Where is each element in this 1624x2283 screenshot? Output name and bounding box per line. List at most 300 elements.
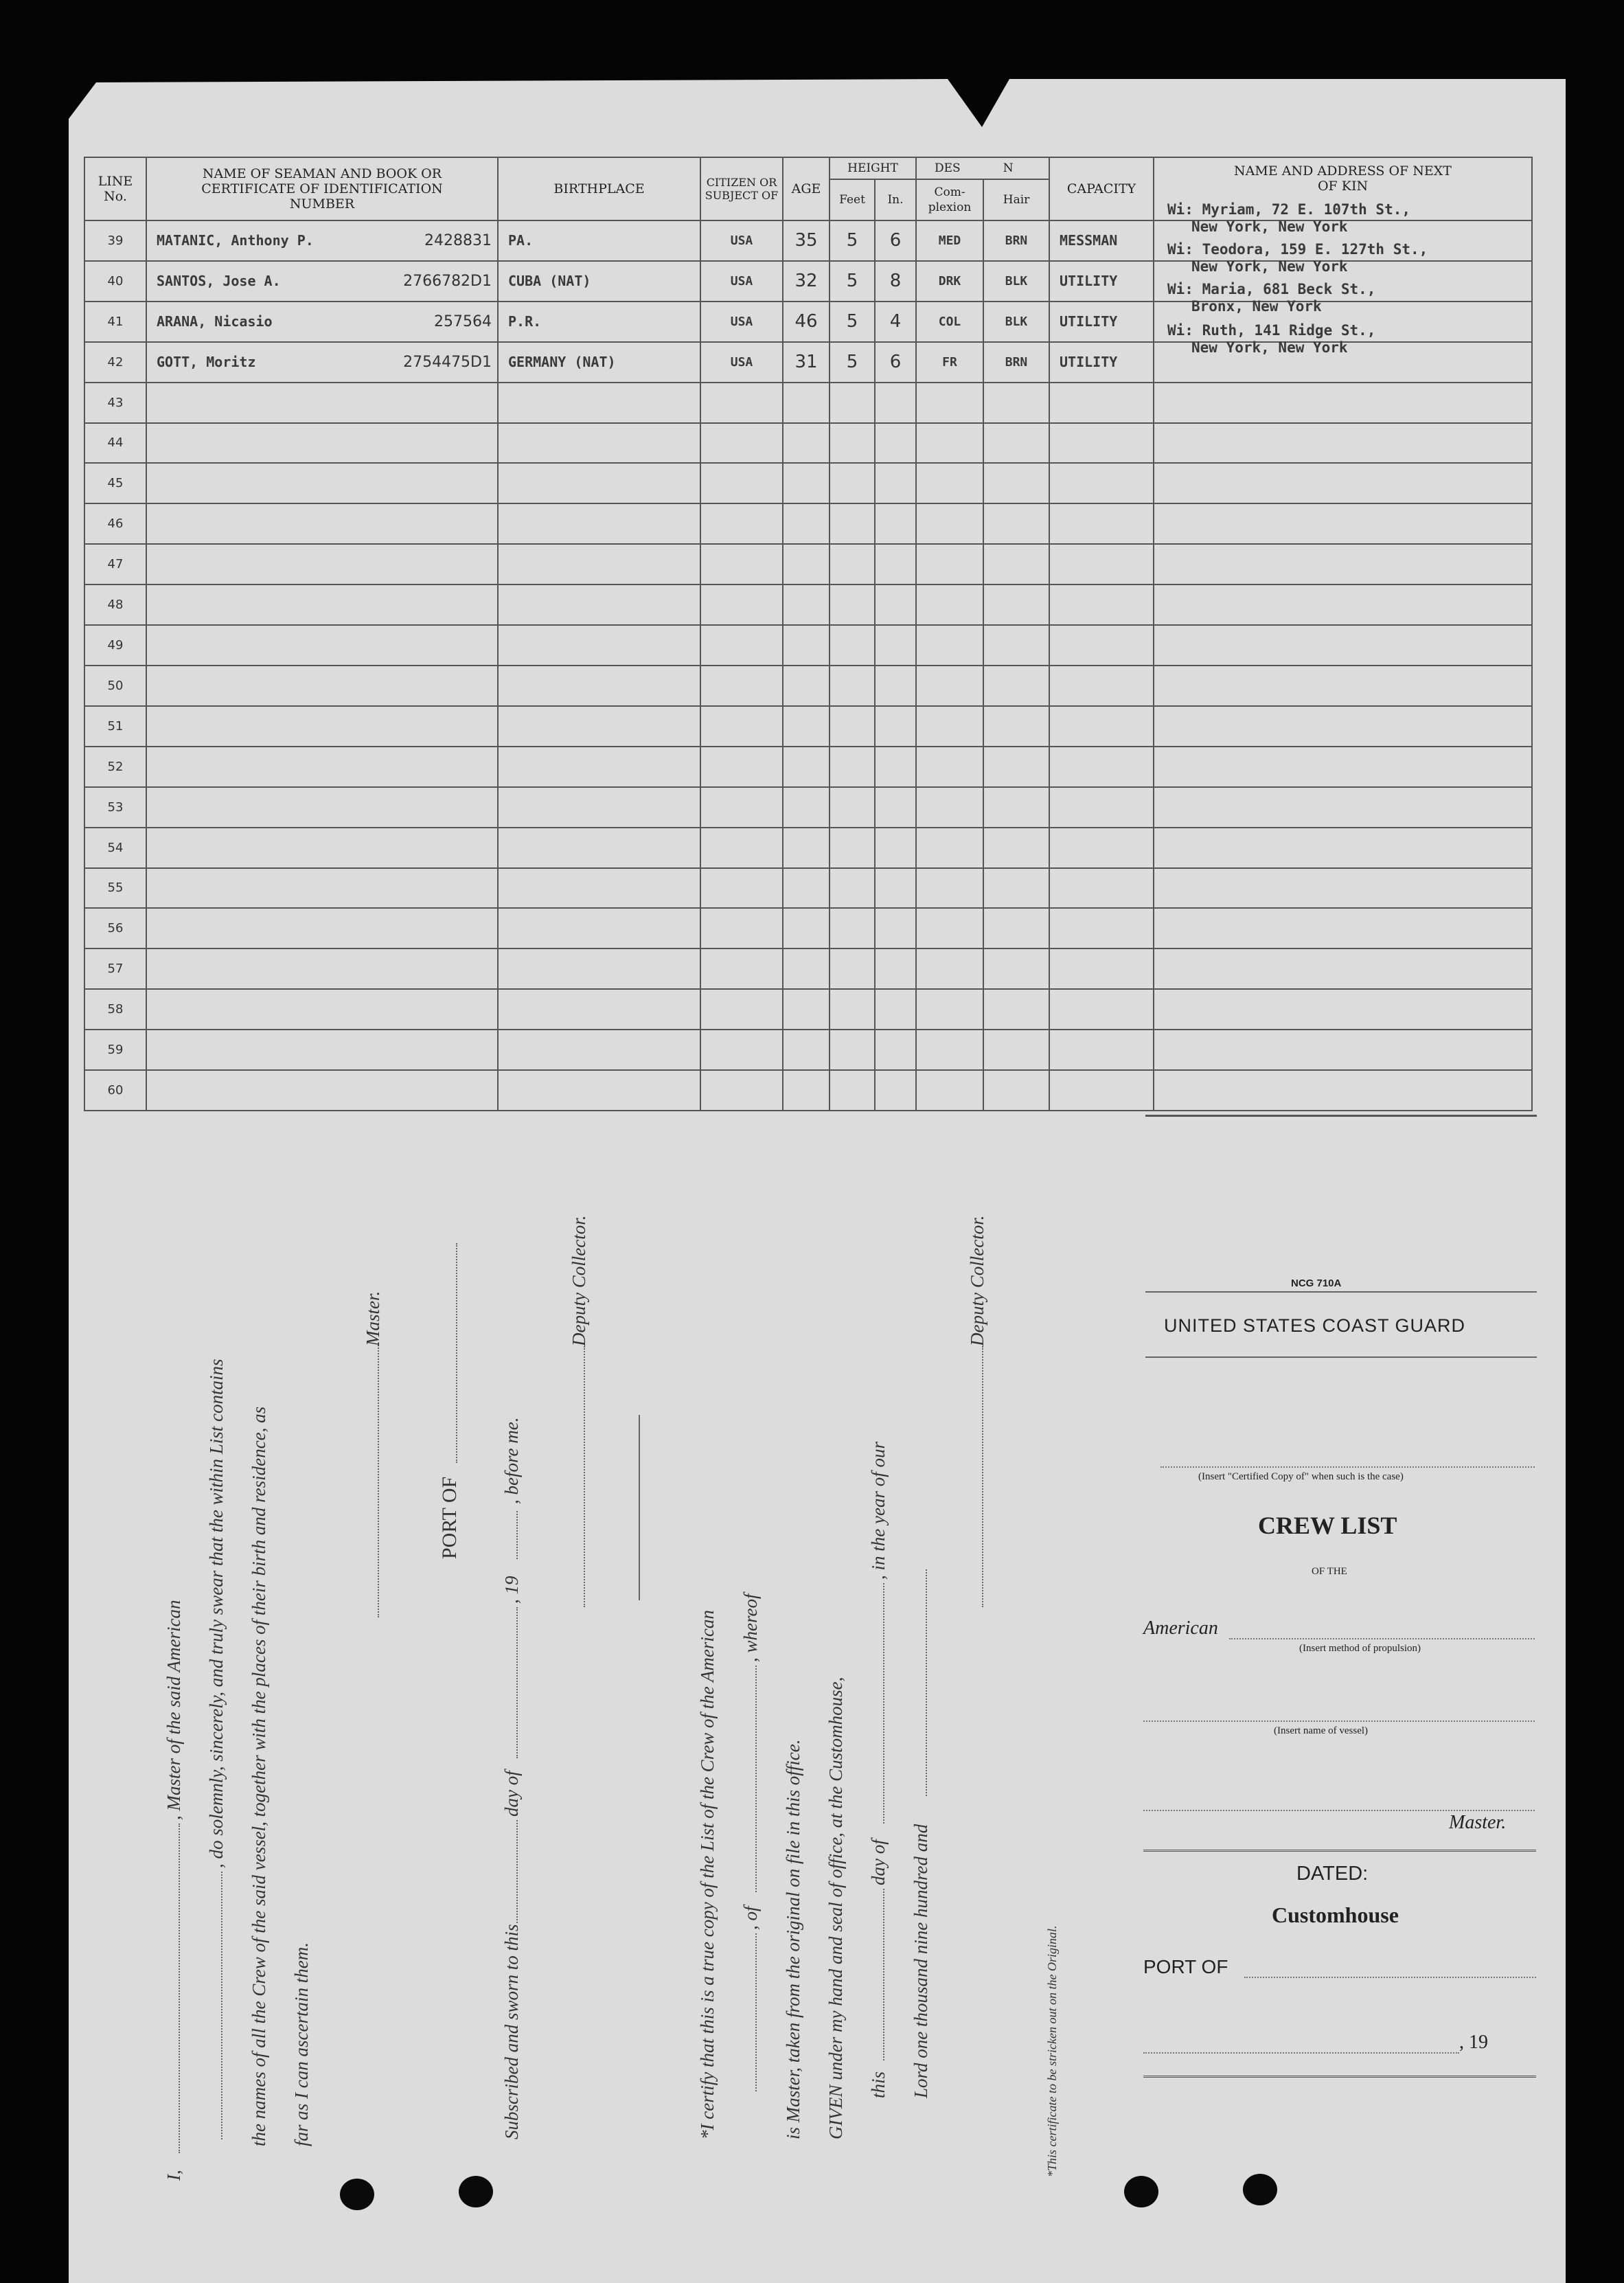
header-feet: Feet bbox=[830, 179, 875, 220]
cell-birthplace bbox=[498, 747, 700, 787]
insert-method-note: (Insert method of propulsion) bbox=[1299, 1643, 1421, 1654]
cell-name bbox=[146, 706, 498, 747]
cell-feet: 5 bbox=[830, 261, 875, 302]
cell-birthplace bbox=[498, 828, 700, 868]
cell-feet bbox=[830, 1030, 875, 1070]
cell-birthplace bbox=[498, 989, 700, 1030]
cell-birthplace bbox=[498, 787, 700, 828]
cell-capacity bbox=[1049, 868, 1154, 909]
cell-capacity: MESSMAN bbox=[1049, 220, 1154, 261]
agency-name: UNITED STATES COAST GUARD bbox=[1164, 1315, 1466, 1336]
american-label: American bbox=[1143, 1617, 1218, 1639]
cell-feet bbox=[830, 747, 875, 787]
subscribed-line-b: day of bbox=[501, 1771, 522, 1817]
cell-complexion: DRK bbox=[916, 261, 983, 302]
cell-capacity bbox=[1049, 463, 1154, 503]
cell-feet bbox=[830, 666, 875, 706]
cell-line: 51 bbox=[84, 706, 146, 747]
cell-hair bbox=[983, 584, 1049, 625]
cell-line: 45 bbox=[84, 463, 146, 503]
cell-capacity bbox=[1049, 828, 1154, 868]
cell-complexion bbox=[916, 868, 983, 909]
subscribed-year-blank bbox=[516, 1511, 518, 1559]
cell-line: 44 bbox=[84, 423, 146, 464]
deputy-collector-1: Deputy Collector. bbox=[569, 1215, 589, 1346]
subscribed-line-a: Subscribed and sworn to this bbox=[501, 1924, 522, 2139]
cell-age bbox=[783, 544, 830, 584]
cell-name bbox=[146, 1070, 498, 1111]
crew-row bbox=[84, 625, 1532, 666]
cover-master-label: Master. bbox=[1449, 1812, 1507, 1833]
crew-row bbox=[84, 747, 1532, 787]
cover-port-blank bbox=[1244, 1977, 1536, 1978]
cell-kin bbox=[1154, 584, 1532, 625]
cell-capacity: UTILITY bbox=[1049, 302, 1154, 342]
propulsion-blank bbox=[1229, 1638, 1535, 1639]
cell-inches bbox=[875, 747, 916, 787]
footnote: *This certificate to be stricken out on the Original. bbox=[1045, 1925, 1059, 2177]
crew-row bbox=[84, 503, 1532, 544]
crew-row bbox=[84, 989, 1532, 1030]
cell-hair bbox=[983, 989, 1049, 1030]
dated-label: DATED: bbox=[1296, 1863, 1369, 1885]
cell-birthplace bbox=[498, 706, 700, 747]
header-inches: In. bbox=[875, 179, 916, 220]
crew-row bbox=[84, 1030, 1532, 1070]
cell-capacity bbox=[1049, 706, 1154, 747]
cell-kin bbox=[1154, 423, 1532, 464]
cell-hair bbox=[983, 625, 1049, 666]
next-of-kin-line: Wi: Teodora, 159 E. 127th St., bbox=[1167, 241, 1428, 258]
cell-line: 52 bbox=[84, 747, 146, 787]
cell-capacity bbox=[1049, 787, 1154, 828]
cell-age bbox=[783, 787, 830, 828]
cell-birthplace bbox=[498, 503, 700, 544]
oath-name-blank bbox=[179, 1824, 180, 2153]
cell-birthplace bbox=[498, 383, 700, 423]
header-age: AGE bbox=[783, 157, 830, 220]
cell-line: 58 bbox=[84, 989, 146, 1030]
cell-hair bbox=[983, 383, 1049, 423]
header-hair: Hair bbox=[983, 179, 1049, 220]
given-day-blank bbox=[883, 1889, 884, 2060]
cell-line: 41 bbox=[84, 302, 146, 342]
cell-age bbox=[783, 868, 830, 909]
cell-line: 43 bbox=[84, 383, 146, 423]
divider-line bbox=[639, 1415, 640, 1600]
cell-kin bbox=[1154, 706, 1532, 747]
cell-kin bbox=[1154, 503, 1532, 544]
cell-inches bbox=[875, 544, 916, 584]
cell-inches bbox=[875, 423, 916, 464]
next-of-kin-line: Wi: Maria, 681 Beck St., bbox=[1167, 281, 1376, 297]
cell-kin bbox=[1154, 1030, 1532, 1070]
cell-kin bbox=[1154, 544, 1532, 584]
certificate-number: 2428831 bbox=[424, 231, 492, 249]
cell-line: 49 bbox=[84, 625, 146, 666]
cell-age bbox=[783, 1070, 830, 1111]
cell-inches: 6 bbox=[875, 220, 916, 261]
cell-inches: 6 bbox=[875, 342, 916, 383]
cover-rule-3 bbox=[1143, 1850, 1536, 1854]
subscribed-line-c: , 19 bbox=[501, 1576, 522, 1604]
cell-kin bbox=[1154, 463, 1532, 503]
cell-feet bbox=[830, 1070, 875, 1111]
cell-name bbox=[146, 666, 498, 706]
cell-citizen bbox=[700, 666, 783, 706]
cell-capacity bbox=[1049, 625, 1154, 666]
cell-capacity bbox=[1049, 1030, 1154, 1070]
cell-inches bbox=[875, 868, 916, 909]
cell-feet bbox=[830, 787, 875, 828]
cell-capacity: UTILITY bbox=[1049, 342, 1154, 383]
cell-line: 50 bbox=[84, 666, 146, 706]
cell-age bbox=[783, 625, 830, 666]
cell-complexion bbox=[916, 828, 983, 868]
cell-kin bbox=[1154, 666, 1532, 706]
cell-complexion bbox=[916, 383, 983, 423]
cell-hair bbox=[983, 544, 1049, 584]
cell-age bbox=[783, 1030, 830, 1070]
next-of-kin-line: New York, New York bbox=[1191, 258, 1348, 275]
cell-citizen bbox=[700, 1070, 783, 1111]
cell-line: 57 bbox=[84, 949, 146, 989]
cell-feet bbox=[830, 584, 875, 625]
cell-name bbox=[146, 220, 498, 261]
cell-feet: 5 bbox=[830, 302, 875, 342]
crew-row bbox=[84, 949, 1532, 989]
cover-port-of: PORT OF bbox=[1143, 1956, 1228, 1977]
cell-capacity bbox=[1049, 383, 1154, 423]
cover-rule-1 bbox=[1145, 1291, 1537, 1293]
cell-hair bbox=[983, 1030, 1049, 1070]
cell-inches bbox=[875, 463, 916, 503]
cell-complexion: COL bbox=[916, 302, 983, 342]
cell-name bbox=[146, 787, 498, 828]
header-birthplace: BIRTHPLACE bbox=[498, 157, 700, 220]
cell-feet bbox=[830, 625, 875, 666]
cell-complexion bbox=[916, 503, 983, 544]
cell-citizen bbox=[700, 828, 783, 868]
cell-complexion: MED bbox=[916, 220, 983, 261]
deputy-signature-line-2 bbox=[982, 1346, 983, 1607]
crew-row bbox=[84, 423, 1532, 464]
given-year-blank bbox=[926, 1569, 927, 1796]
given-line-1: GIVEN under my hand and seal of office, at the Customhouse, bbox=[825, 1677, 846, 2139]
cell-citizen bbox=[700, 747, 783, 787]
cell-complexion bbox=[916, 666, 983, 706]
punch-hole-4 bbox=[1243, 2174, 1277, 2205]
seaman-name: ARANA, Nicasio bbox=[157, 313, 273, 330]
cell-age bbox=[783, 828, 830, 868]
cell-hair: BLK bbox=[983, 302, 1049, 342]
certify-line-2b: , whereof bbox=[740, 1593, 761, 1662]
cell-line: 39 bbox=[84, 220, 146, 261]
cover-date-blank bbox=[1143, 2052, 1459, 2054]
cell-complexion bbox=[916, 747, 983, 787]
cell-citizen: USA bbox=[700, 302, 783, 342]
cell-birthplace bbox=[498, 666, 700, 706]
cell-hair: BLK bbox=[983, 261, 1049, 302]
cell-capacity bbox=[1049, 503, 1154, 544]
cell-complexion bbox=[916, 1070, 983, 1111]
next-of-kin-line: Bronx, New York bbox=[1191, 298, 1322, 315]
cell-capacity bbox=[1049, 908, 1154, 949]
oath-port-blank bbox=[456, 1243, 457, 1463]
cell-hair bbox=[983, 787, 1049, 828]
cell-inches bbox=[875, 666, 916, 706]
cell-name bbox=[146, 342, 498, 383]
cell-citizen bbox=[700, 787, 783, 828]
cell-line: 59 bbox=[84, 1030, 146, 1070]
cell-capacity bbox=[1049, 989, 1154, 1030]
cell-birthplace bbox=[498, 625, 700, 666]
cell-line: 42 bbox=[84, 342, 146, 383]
header-next-of-kin: NAME AND ADDRESS OF NEXT OF KIN bbox=[1154, 157, 1532, 220]
crew-row bbox=[84, 828, 1532, 868]
cell-citizen: USA bbox=[700, 220, 783, 261]
cell-feet bbox=[830, 908, 875, 949]
header-citizen: CITIZEN OR SUBJECT OF bbox=[700, 157, 783, 220]
cell-kin bbox=[1154, 828, 1532, 868]
cell-inches bbox=[875, 949, 916, 989]
cell-line: 47 bbox=[84, 544, 146, 584]
cell-citizen bbox=[700, 908, 783, 949]
insert-certified-note: (Insert "Certified Copy of" when such is the case) bbox=[1198, 1471, 1404, 1482]
next-of-kin-line: Wi: Ruth, 141 Ridge St., bbox=[1167, 322, 1376, 339]
master-signature-line bbox=[378, 1343, 379, 1617]
cell-birthplace bbox=[498, 1030, 700, 1070]
cell-kin bbox=[1154, 989, 1532, 1030]
master-name-blank bbox=[1143, 1810, 1535, 1811]
cell-citizen bbox=[700, 383, 783, 423]
cell-hair bbox=[983, 868, 1049, 909]
cell-feet bbox=[830, 544, 875, 584]
cell-name bbox=[146, 261, 498, 302]
cell-name bbox=[146, 1030, 498, 1070]
cell-feet bbox=[830, 989, 875, 1030]
cell-hair bbox=[983, 666, 1049, 706]
given-month-blank bbox=[883, 1583, 884, 1824]
cell-inches: 8 bbox=[875, 261, 916, 302]
cell-feet bbox=[830, 706, 875, 747]
given-line-2b: day of bbox=[868, 1839, 889, 1885]
cell-birthplace: PA. bbox=[498, 220, 700, 261]
crew-row bbox=[84, 868, 1532, 909]
cell-age bbox=[783, 423, 830, 464]
header-complexion: Com- plexion bbox=[916, 179, 983, 220]
cell-feet bbox=[830, 423, 875, 464]
cell-age bbox=[783, 908, 830, 949]
cell-complexion bbox=[916, 1030, 983, 1070]
cell-birthplace bbox=[498, 868, 700, 909]
crew-row bbox=[84, 463, 1532, 503]
cell-capacity bbox=[1049, 949, 1154, 989]
cover-rule-2 bbox=[1145, 1356, 1537, 1358]
cell-birthplace: P.R. bbox=[498, 302, 700, 342]
cell-line: 46 bbox=[84, 503, 146, 544]
deputy-collector-2: Deputy Collector. bbox=[967, 1215, 987, 1346]
cell-complexion bbox=[916, 463, 983, 503]
cell-capacity bbox=[1049, 666, 1154, 706]
deputy-signature-line-1 bbox=[584, 1346, 585, 1607]
cell-feet bbox=[830, 383, 875, 423]
of-the-label: OF THE bbox=[1312, 1566, 1347, 1577]
header-description-tail: N bbox=[1003, 161, 1014, 175]
oath-line-2: , do solemnly, sincerely, and truly swear that the within List contains bbox=[206, 1359, 227, 1868]
cell-birthplace: CUBA (NAT) bbox=[498, 261, 700, 302]
header-description bbox=[916, 157, 1049, 179]
oath-line-4: far as I can ascertain them. bbox=[291, 1942, 312, 2146]
cell-age: 31 bbox=[783, 342, 830, 383]
cell-citizen: USA bbox=[700, 261, 783, 302]
cell-kin bbox=[1154, 949, 1532, 989]
certify-line-2a: , of bbox=[740, 1906, 761, 1930]
cell-inches bbox=[875, 584, 916, 625]
cell-birthplace bbox=[498, 908, 700, 949]
cell-age bbox=[783, 666, 830, 706]
cell-kin bbox=[1154, 908, 1532, 949]
cell-line: 48 bbox=[84, 584, 146, 625]
cell-line: 60 bbox=[84, 1070, 146, 1111]
cell-kin bbox=[1154, 383, 1532, 423]
cell-capacity bbox=[1049, 584, 1154, 625]
cell-name bbox=[146, 989, 498, 1030]
punch-hole-1 bbox=[340, 2179, 374, 2210]
cell-citizen bbox=[700, 949, 783, 989]
crew-row bbox=[84, 544, 1532, 584]
cell-hair: BRN bbox=[983, 220, 1049, 261]
next-of-kin-line: New York, New York bbox=[1191, 218, 1348, 235]
cell-kin bbox=[1154, 747, 1532, 787]
crew-row bbox=[84, 1070, 1532, 1111]
cell-capacity bbox=[1049, 1070, 1154, 1111]
cell-feet bbox=[830, 949, 875, 989]
cover-top-rule bbox=[1145, 1115, 1537, 1117]
cell-citizen bbox=[700, 503, 783, 544]
cell-capacity bbox=[1049, 544, 1154, 584]
cell-complexion bbox=[916, 706, 983, 747]
cell-inches bbox=[875, 828, 916, 868]
cell-name bbox=[146, 747, 498, 787]
cell-hair bbox=[983, 423, 1049, 464]
cell-age bbox=[783, 503, 830, 544]
cell-capacity bbox=[1049, 423, 1154, 464]
cell-inches bbox=[875, 625, 916, 666]
cell-age bbox=[783, 584, 830, 625]
cell-feet: 5 bbox=[830, 342, 875, 383]
cell-capacity: UTILITY bbox=[1049, 261, 1154, 302]
cell-hair bbox=[983, 1070, 1049, 1111]
cell-complexion bbox=[916, 544, 983, 584]
cell-hair bbox=[983, 503, 1049, 544]
header-name: NAME OF SEAMAN AND BOOK OR CERTIFICATE OF IDENTIFICATION NUMBER bbox=[146, 157, 498, 220]
cell-birthplace bbox=[498, 423, 700, 464]
crew-row bbox=[84, 908, 1532, 949]
cell-name bbox=[146, 383, 498, 423]
cell-feet: 5 bbox=[830, 220, 875, 261]
cell-hair bbox=[983, 706, 1049, 747]
insert-name-note: (Insert name of vessel) bbox=[1274, 1725, 1369, 1736]
cell-name bbox=[146, 908, 498, 949]
header-description-text: DES bbox=[935, 161, 961, 175]
cell-age bbox=[783, 949, 830, 989]
cell-inches bbox=[875, 706, 916, 747]
subscribed-line-d: , before me. bbox=[501, 1417, 522, 1504]
cell-line: 56 bbox=[84, 908, 146, 949]
cell-citizen bbox=[700, 544, 783, 584]
vessel-name-blank bbox=[1143, 1720, 1535, 1722]
cell-citizen: USA bbox=[700, 342, 783, 383]
cover-rule-4 bbox=[1143, 2076, 1536, 2080]
cell-inches bbox=[875, 1030, 916, 1070]
cell-inches bbox=[875, 908, 916, 949]
next-of-kin-line: Wi: Myriam, 72 E. 107th St., bbox=[1167, 201, 1411, 218]
cell-kin bbox=[1154, 1070, 1532, 1111]
cover-year: , 19 bbox=[1459, 2032, 1488, 2053]
cell-name bbox=[146, 949, 498, 989]
next-of-kin-line: New York, New York bbox=[1191, 339, 1348, 356]
cell-name bbox=[146, 503, 498, 544]
cell-hair: BRN bbox=[983, 342, 1049, 383]
certify-port-blank bbox=[755, 1666, 757, 1892]
cell-name bbox=[146, 302, 498, 342]
cell-age bbox=[783, 463, 830, 503]
subscribed-month-blank bbox=[516, 1607, 518, 1758]
cell-inches bbox=[875, 1070, 916, 1111]
cell-age bbox=[783, 747, 830, 787]
cell-age bbox=[783, 989, 830, 1030]
cell-age: 46 bbox=[783, 302, 830, 342]
certify-line-3: is Master, taken from the original on file in this office. bbox=[783, 1739, 803, 2139]
cell-name bbox=[146, 584, 498, 625]
cell-birthplace bbox=[498, 1070, 700, 1111]
cell-hair bbox=[983, 949, 1049, 989]
given-line-2c: , in the year of our bbox=[868, 1442, 889, 1580]
cell-citizen bbox=[700, 584, 783, 625]
oath-line-3: the names of all the Crew of the said vessel, together with the places of their birth and residence, as bbox=[249, 1406, 269, 2146]
crew-row bbox=[84, 584, 1532, 625]
cell-birthplace: GERMANY (NAT) bbox=[498, 342, 700, 383]
cell-complexion: FR bbox=[916, 342, 983, 383]
cell-citizen bbox=[700, 706, 783, 747]
cell-birthplace bbox=[498, 949, 700, 989]
certificate-number: 2766782D1 bbox=[403, 272, 492, 290]
cell-line: 53 bbox=[84, 787, 146, 828]
header-line-no: LINE No. bbox=[84, 157, 146, 220]
cell-inches bbox=[875, 383, 916, 423]
cell-line: 54 bbox=[84, 828, 146, 868]
cell-name bbox=[146, 423, 498, 464]
cell-complexion bbox=[916, 787, 983, 828]
cell-birthplace bbox=[498, 463, 700, 503]
cell-age bbox=[783, 706, 830, 747]
certificate-number: 2754475D1 bbox=[403, 353, 492, 371]
crew-row bbox=[84, 666, 1532, 706]
cell-kin bbox=[1154, 868, 1532, 909]
crew-list-title: CREW LIST bbox=[1258, 1512, 1397, 1539]
cell-line: 55 bbox=[84, 868, 146, 909]
certificate-block bbox=[158, 1192, 1092, 2181]
cell-complexion bbox=[916, 908, 983, 949]
cell-feet bbox=[830, 828, 875, 868]
cell-hair bbox=[983, 908, 1049, 949]
cell-hair bbox=[983, 463, 1049, 503]
certified-copy-blank bbox=[1160, 1466, 1535, 1468]
cell-feet bbox=[830, 463, 875, 503]
cell-kin bbox=[1154, 625, 1532, 666]
cell-citizen bbox=[700, 423, 783, 464]
